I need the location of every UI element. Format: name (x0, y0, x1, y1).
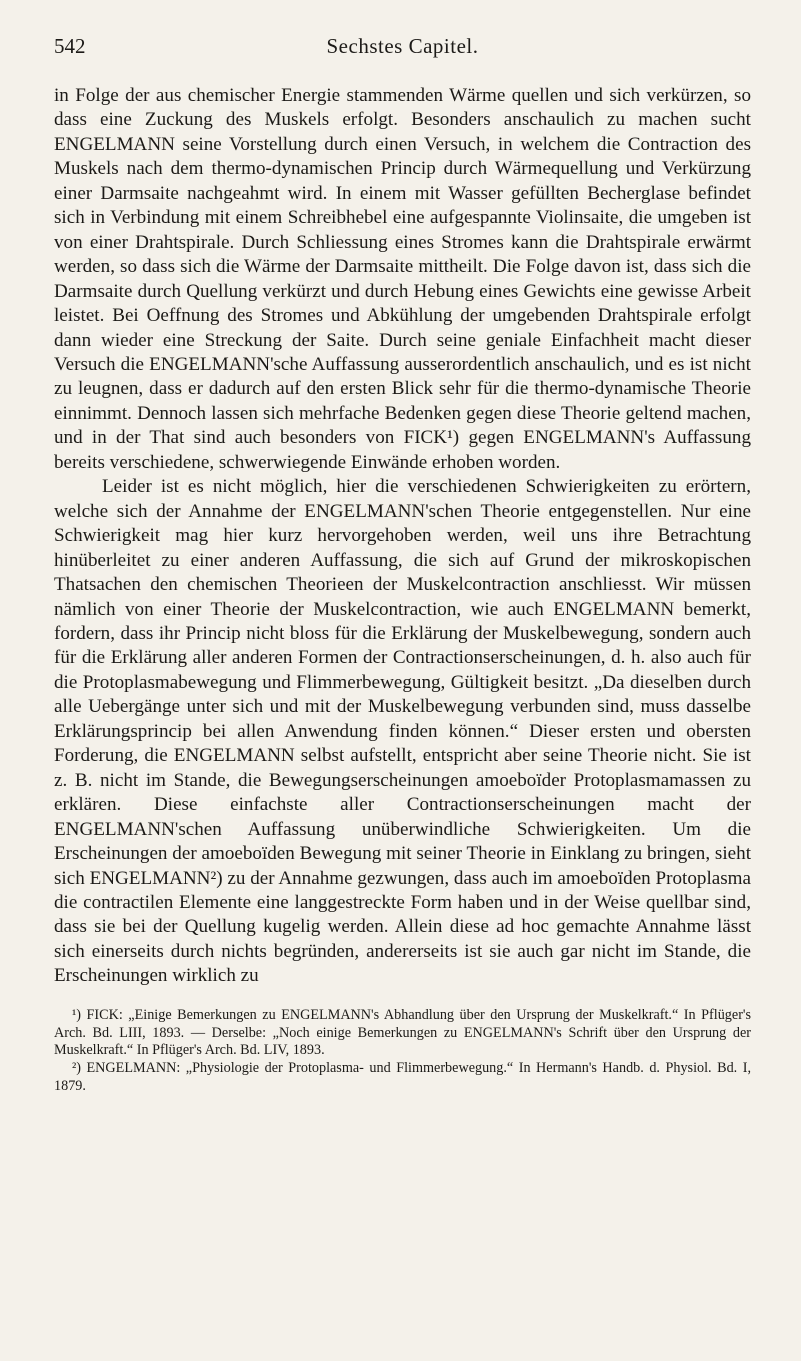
footnote-2: ²) ENGELMANN: „Physiologie der Protoplasma- und Flimmerbewegung.“ In Hermann's Handb. d. Physiol. Bd. I, 1879. (54, 1060, 751, 1094)
page-number: 542 (54, 34, 86, 58)
paragraph-2: Leider ist es nicht möglich, hier die verschiedenen Schwierigkeiten zu erörtern, welche sich der Annahme der ENGELMANN'schen Theorie entgegenstellen. Nur eine Schwierigkeit mag hier kurz hervorgehoben werden, weil uns ihre Betrachtung hinüberleitet zu einer anderen Auffassung, die sich auf Grund der mikroskopischen Thatsachen den chemischen Theorieen der Muskelcontraction anschliesst. Wir müssen nämlich von einer Theorie der Muskelcontraction, wie auch ENGELMANN bemerkt, fordern, dass ihr Princip nicht bloss für die Erklärung der Muskelbewegung, sondern auch für die Erklärung aller anderen Formen der Contractionserscheinungen, d. h. also auch für die Protoplasmabewegung und Flimmerbewegung, Gültigkeit besitzt. „Da dieselben durch alle Uebergänge unter sich und mit der Muskelbewegung verbunden sind, muss dasselbe Erklärungsprincip bei allen Anwendung finden können.“ Dieser ersten und obersten Forderung, die ENGELMANN selbst aufstellt, entspricht aber seine Theorie nicht. Sie ist z. B. nicht im Stande, die Bewegungserscheinungen amoeboïder Protoplasmamassen zu erklären. Diese einfachste aller Contractionserscheinungen macht der ENGELMANN'schen Auffassung unüberwindliche Schwierigkeiten. Um die Erscheinungen der amoeboïden Bewegung mit seiner Theorie in Einklang zu bringen, sieht sich ENGELMANN²) zu der Annahme gezwungen, dass auch im amoeboïden Protoplasma die contractilen Elemente eine langgestreckte Form haben und in der Weise quellbar sind, dass sie bei der Quellung kugelig werden. Allein diese ad hoc gemachte Annahme lässt sich einerseits durch nichts begründen, andererseits ist sie auch gar nicht im Stande, die Erscheinungen wirklich zu (54, 476, 751, 987)
chapter-title: Sechstes Capitel. (326, 34, 479, 58)
main-text (54, 84, 751, 989)
footnote-1: ¹) FICK: „Einige Bemerkungen zu ENGELMANN's Abhandlung über den Ursprung der Muskelkraft.“ In Pflüger's Arch. Bd. LIII, 1893. — Derselbe: „Noch einige Bemerkungen zu ENGELMANN's Schrift über den Ursprung der Muskelkraft.“ In Pflüger's Arch. Bd. LIV, 1893. (54, 1006, 751, 1059)
paragraph-1: in Folge der aus chemischer Energie stammenden Wärme quellen und sich verkürzen, so dass eine Zuckung des Muskels erfolgt. Besonders anschaulich zu machen sucht ENGELMANN seine Vorstellung durch einen Versuch, in welchem die Contraction des Muskels nach dem thermo-dynamischen Princip durch Wärmequellung und Verkürzung einer Darmsaite nachgeahmt wird. In einem mit Wasser gefüllten Becherglase befindet sich in Verbindung mit einem Schreibhebel eine aufgespannte Violinsaite, die umgeben ist von einer Drahtspirale. Durch Schliessung eines Stromes kann die Drahtspirale erwärmt werden, so dass sich die Wärme der Darmsaite mittheilt. Die Folge davon ist, dass sich die Darmsaite durch Quellung verkürzt und durch Hebung eines Gewichts eine gewisse Arbeit leistet. Bei Oeffnung des Stromes und Abkühlung der umgebenden Drahtspirale erfolgt dann wieder eine Streckung der Saite. Durch seine geniale Einfachheit macht dieser Versuch die ENGELMANN'sche Auffassung ausserordentlich anschaulich, und es ist nicht zu leugnen, dass er dadurch auf den ersten Blick sehr für die thermo-dynamische Theorie einnimmt. Dennoch lassen sich mehrfache Bedenken gegen diese Theorie geltend machen, und in der That sind auch besonders von FICK¹) gegen ENGELMANN's Auffassung bereits verschiedene, schwerwiegende Einwände erhoben worden. (54, 85, 751, 473)
running-head (54, 34, 751, 64)
footnotes (54, 1007, 751, 1096)
